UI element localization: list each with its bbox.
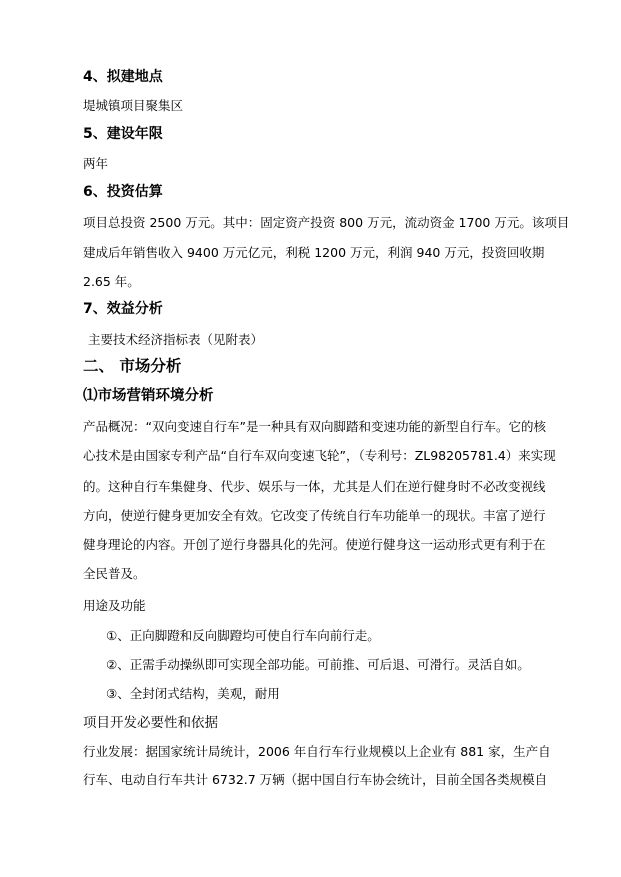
section-6-line: 2.65 年。 [83,274,140,289]
section-4-heading: 4、拟建地点 [83,69,163,85]
section-7-body: 主要技术经济指标表（见附表） [88,332,264,347]
overview-line: 健身理论的内容。开创了逆行身器具化的先河。使逆行健身这一运动形式更有利于在 [83,537,546,552]
market-subheading: ⑴市场营销环境分析 [83,388,214,404]
overview-line: 产品概况：“双向变速自行车”是一种具有双向脚踏和变速功能的新型自行车。它的核 [83,419,546,434]
section-6-heading: 6、投资估算 [83,184,163,200]
necessity-heading: 项目开发必要性和依据 [83,715,218,731]
uses-heading: 用途及功能 [83,598,146,613]
overview-line: 的。这种自行车集健身、代步、娱乐与一体，尤其是人们在逆行健身时不必改变视线 [83,479,546,494]
section-4-body: 堤城镇项目聚集区 [83,98,184,113]
section-5-body: 两年 [83,156,109,171]
section-6-line: 项目总投资 2500 万元。其中：固定资产投资 800 万元，流动资金 1700 万元。该项目 [83,215,570,230]
industry-line: 行车、电动自行车共计 6732.7 万辆（据中国自行车协会统计，目前全国各类规模自 [83,772,548,787]
overview-line: 心技术是由国家专利产品“自行车双向变速飞轮”，（专利号：ZL98205781.4）来实现 [83,448,556,463]
overview-line: 全民普及。 [83,566,146,581]
market-heading: 二、 市场分析 [83,357,182,375]
uses-item: ③、全封闭式结构，美观，耐用 [106,686,280,701]
section-7-heading: 7、效益分析 [83,301,163,317]
section-6-line: 建成后年销售收入 9400 万元亿元，利税 1200 万元，利润 940 万元，投资回收期 [83,245,545,260]
uses-item: ②、正需手动操纵即可实现全部功能。可前推、可后退、可滑行。灵活自如。 [106,657,530,672]
overview-line: 方向，使逆行健身更加安全有效。它改变了传统自行车功能单一的现状。丰富了逆行 [83,508,546,523]
uses-item: ①、正向脚蹬和反向脚蹬均可使自行车向前行走。 [106,628,380,643]
section-5-heading: 5、建设年限 [83,126,163,142]
industry-line: 行业发展：据国家统计局统计，2006 年自行车行业规模以上企业有 881 家，生产自 [83,744,551,759]
